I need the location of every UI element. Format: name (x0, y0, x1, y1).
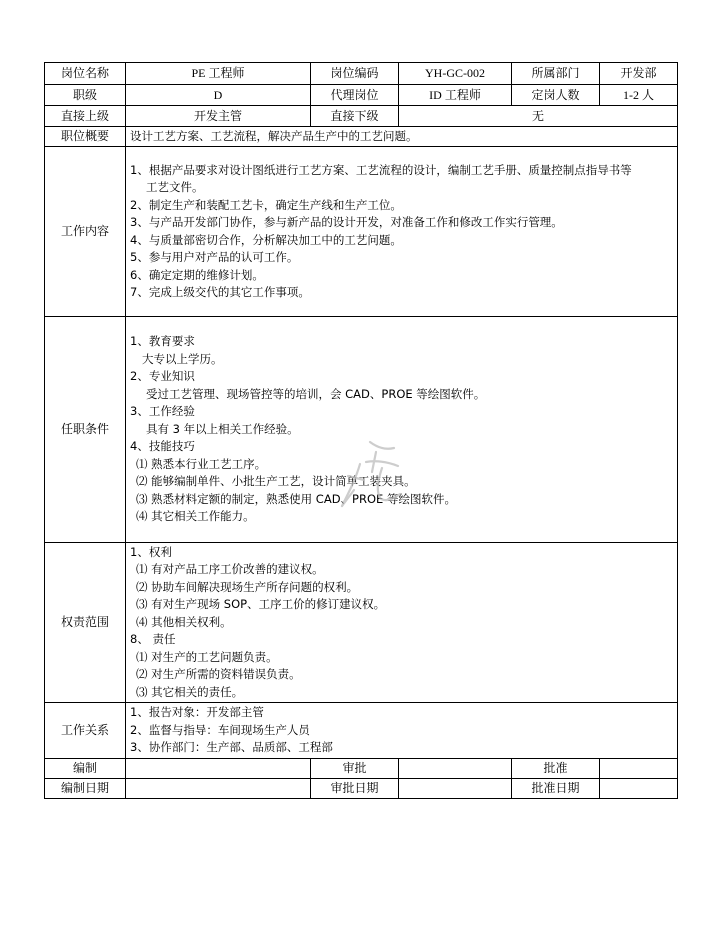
authority-label: 权责范围 (45, 543, 126, 703)
requirement-line: 受过工艺管理、现场管控等的培训，会 CAD、PROE 等绘图软件。 (146, 386, 486, 401)
position-code-label: 岗位编码 (311, 63, 399, 85)
prepared-by-value (126, 759, 311, 779)
requirement-line: ⑵ 能够编制单件、小批生产工艺，设计简单工装夹具。 (136, 474, 416, 489)
duties-content (126, 147, 678, 317)
direct-superior-label: 直接上级 (45, 106, 126, 127)
requirement-line: 3、工作经验 (130, 404, 195, 419)
authority-line: 8、 责任 (130, 632, 176, 647)
requirements-label: 任职条件 (45, 317, 126, 543)
relation-line: 2、监督与指导：车间现场生产人员 (130, 722, 310, 737)
duty-line: 7、完成上级交代的其它工作事项。 (130, 285, 310, 299)
requirement-line: ⑴ 熟悉本行业工艺工序。 (136, 456, 267, 471)
duty-line: 5、参与用户对产品的认可工作。 (130, 250, 299, 264)
reviewed-by-label: 审批 (311, 759, 399, 779)
duty-line: 2、制定生产和装配工艺卡，确定生产线和生产工位。 (130, 197, 402, 212)
level-label: 职级 (45, 85, 126, 106)
requirement-line: 大专以上学历。 (142, 351, 223, 366)
level-value: D (126, 85, 311, 106)
approved-date-label: 批准日期 (512, 779, 600, 799)
deputy-position-label: 代理岗位 (311, 85, 399, 106)
approved-by-value (600, 759, 678, 779)
authority-line: ⑷ 其他相关权利。 (136, 614, 232, 629)
relations-label: 工作关系 (45, 703, 126, 759)
position-code-value: YH-GC-002 (399, 63, 512, 85)
position-name-label: 岗位名称 (45, 63, 126, 85)
authority-content (126, 543, 678, 703)
prepared-date-value (126, 779, 311, 799)
direct-subordinate-value: 无 (399, 106, 678, 127)
summary-label: 职位概要 (45, 127, 126, 147)
authority-line: 1、权利 (130, 544, 172, 559)
authority-line: ⑵ 协助车间解决现场生产所存问题的权利。 (136, 579, 359, 594)
duty-line: 工艺文件。 (146, 180, 204, 194)
summary-text: 设计工艺方案、工艺流程，解决产品生产中的工艺问题。 (126, 127, 678, 147)
department-value: 开发部 (600, 63, 678, 85)
deputy-position-value: ID 工程师 (399, 85, 512, 106)
authority-line: ⑵ 对生产所需的资料错误负责。 (136, 667, 301, 682)
reviewed-date-value (399, 779, 512, 799)
duty-line: 4、与质量部密切合作，分析解决加工中的工艺问题。 (130, 232, 402, 247)
requirement-line: 1、教育要求 (130, 334, 195, 349)
department-label: 所属部门 (512, 63, 600, 85)
reviewed-date-label: 审批日期 (311, 779, 399, 799)
prepared-by-label: 编制 (45, 759, 126, 779)
headcount-label: 定岗人数 (512, 85, 600, 106)
job-description-table (44, 62, 678, 799)
authority-line: ⑶ 其它相关的责任。 (136, 684, 244, 699)
duties-label: 工作内容 (45, 147, 126, 317)
authority-line: ⑴ 有对产品工序工价改善的建议权。 (136, 562, 324, 577)
requirement-line: 具有 3 年以上相关工作经验。 (146, 421, 299, 436)
authority-line: ⑴ 对生产的工艺问题负责。 (136, 649, 278, 664)
duty-line: 1、根据产品要求对设计图纸进行工艺方案、工艺流程的设计，编制工艺手册、质量控制点指导书等 (130, 162, 632, 177)
duty-line: 3、与产品开发部门协作，参与新产品的设计开发，对准备工作和修改工作实行管理。 (130, 215, 563, 229)
duty-line: 6、确定定期的维修计划。 (130, 267, 264, 282)
headcount-value: 1-2 人 (600, 85, 678, 106)
requirement-line: 4、技能技巧 (130, 439, 195, 454)
relation-line: 3、协作部门：生产部、品质部、工程部 (130, 740, 333, 755)
approved-by-label: 批准 (512, 759, 600, 779)
direct-superior-value: 开发主管 (126, 106, 311, 127)
reviewed-by-value (399, 759, 512, 779)
requirement-line: 2、专业知识 (130, 369, 195, 384)
approved-date-value (600, 779, 678, 799)
relations-content (126, 703, 678, 759)
requirement-line: ⑶ 熟悉材料定额的制定，熟悉使用 CAD、PROE 等绘图软件。 (136, 491, 456, 506)
requirement-line: ⑷ 其它相关工作能力。 (136, 509, 255, 524)
prepared-date-label: 编制日期 (45, 779, 126, 799)
relation-line: 1、报告对象：开发部主管 (130, 705, 264, 720)
authority-line: ⑶ 有对生产现场 SOP、工序工价的修订建议权。 (136, 597, 386, 612)
requirements-content (126, 317, 678, 543)
direct-subordinate-label: 直接下级 (311, 106, 399, 127)
position-name-value: PE 工程师 (126, 63, 311, 85)
